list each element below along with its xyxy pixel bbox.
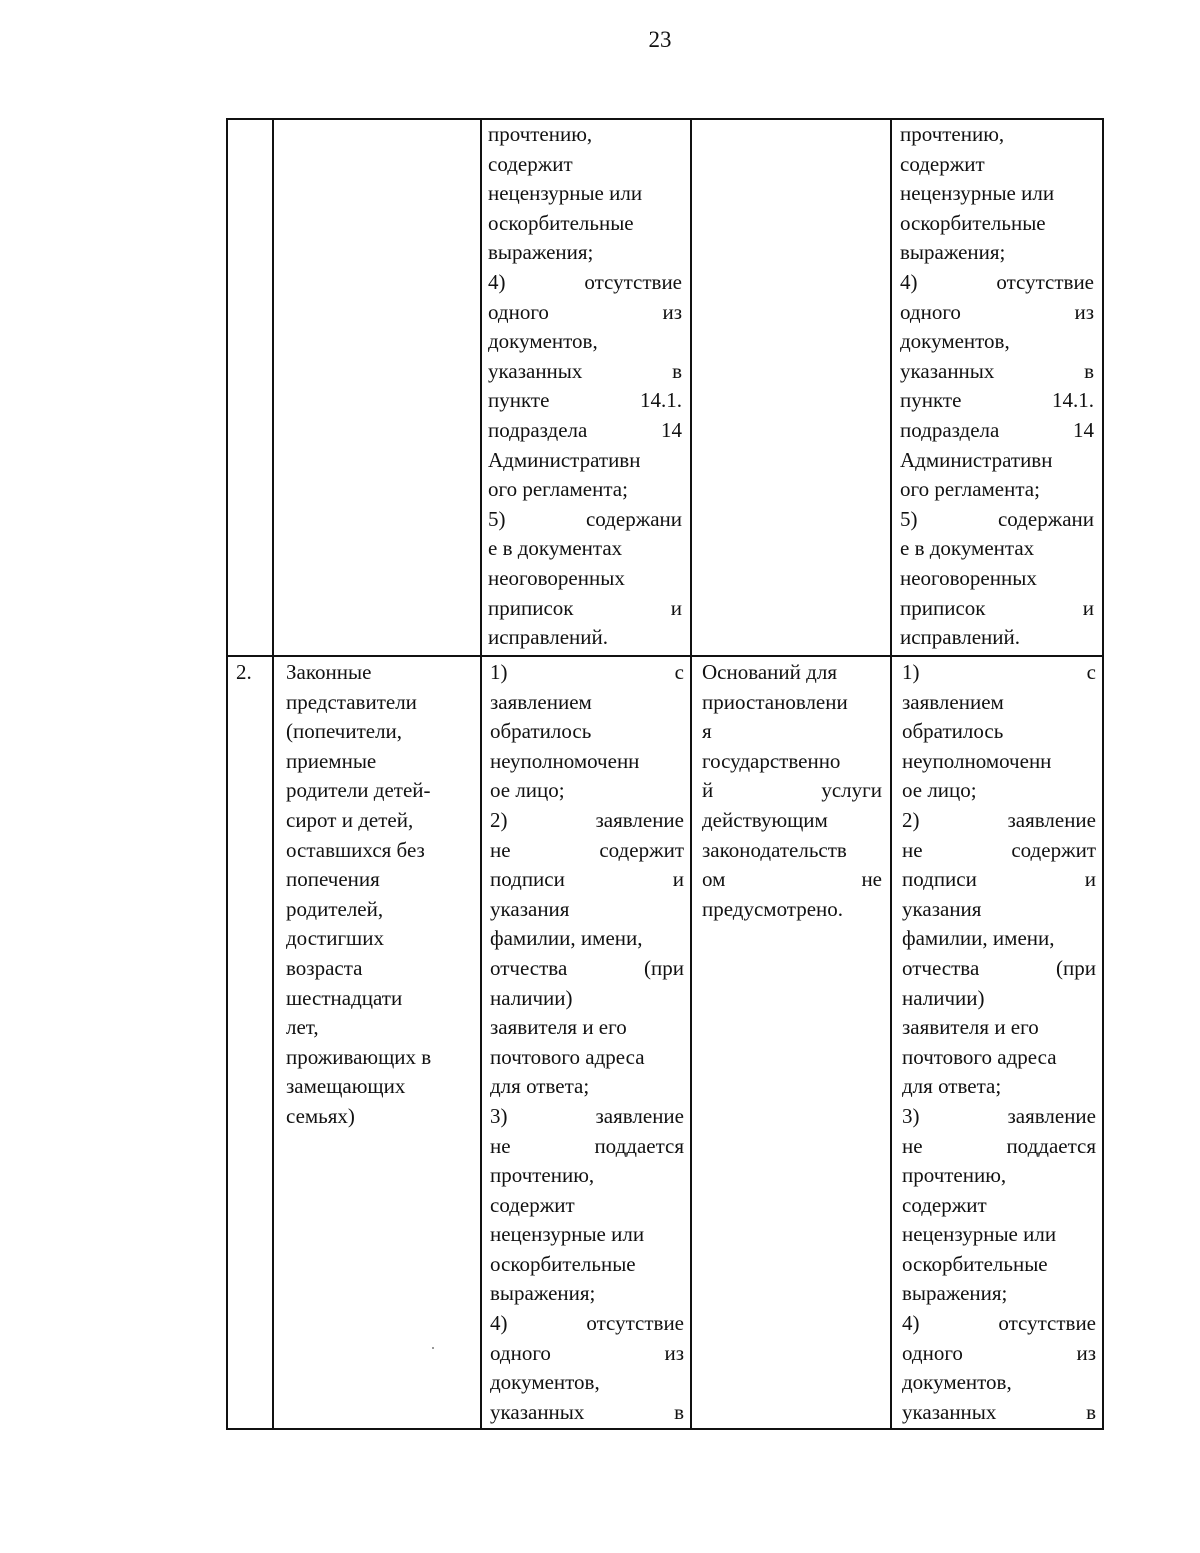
cell-text-line: ого регламента; [900,477,1040,502]
cell-text-line: прочтению, [490,1163,595,1188]
cell-text-line: е в документах [488,536,623,561]
cell-text-line: заявителя и его [902,1015,1039,1040]
cell-text-line: почтового адреса [902,1044,1057,1069]
row2-refusal-grounds-col5 [902,658,1096,1427]
column-divider [480,118,482,1430]
cell-text-line: 1) с [902,660,1096,684]
cell-text-line: Административн [900,447,1053,472]
page-number: 23 [648,27,672,52]
cell-text-line: ого регламента; [488,477,628,502]
cell-text-line: (попечители, [286,719,403,744]
cell-text-line: предусмотрено. [702,896,844,921]
cell-text-line: нецензурные или [902,1222,1057,1247]
continuation-row-col5 [900,120,1094,653]
cell-text-line: обратилось [490,719,592,744]
cell-text-line: лет, [286,1015,319,1040]
cell-text-line: е в документах [900,536,1035,561]
cell-text-line: шестнадцати [286,985,403,1010]
cell-text-line: Законные [286,660,372,684]
cell-text-line: содержит [902,1192,987,1217]
cell-text-line: фамилии, имени, [490,926,643,951]
cell-text-line: не содержит [490,837,684,862]
cell-text-line: выражения; [488,240,594,265]
cell-text-line: отчества (при [902,955,1096,980]
row2-refusal-grounds-col3 [490,658,684,1427]
cell-text-line: не поддается [490,1133,684,1158]
cell-text-line: замещающих [286,1074,406,1099]
cell-text-line: указанных в [900,358,1094,383]
cell-text-line: представители [286,689,417,714]
cell-text-line: ом не [702,867,882,892]
cell-text-line: фамилии, имени, [902,926,1055,951]
cell-text-line: ое лицо; [490,778,565,803]
cell-text-line: 5) содержани [488,506,682,531]
cell-text-line: приписок и [488,595,682,620]
cell-text-line: 2) заявление [902,807,1096,832]
cell-text-line: 2) заявление [490,807,684,832]
cell-text-line: я [702,719,712,744]
cell-text-line: наличии) [902,985,985,1010]
cell-text-line: приписок и [900,595,1094,620]
cell-text-line: документов, [900,329,1010,354]
cell-text-line: пункте 14.1. [900,388,1094,413]
cell-text-line: указания [490,896,570,921]
column-divider [890,118,892,1430]
cell-text-line: нецензурные или [900,181,1055,206]
cell-text-line: для ответа; [902,1074,1002,1099]
cell-text-line: семьях) [286,1103,355,1128]
cell-text-line: указания [902,896,982,921]
cell-text-line: одного из [900,299,1094,324]
cell-text-line: неуполномоченн [902,748,1052,773]
cell-text-line: Административн [488,447,641,472]
cell-text-line: заявлением [490,689,592,714]
cell-text-line: нецензурные или [490,1222,645,1247]
column-divider [272,118,274,1430]
cell-text-line: приемные [286,748,377,773]
cell-text-line: прочтению, [900,122,1005,146]
cell-text-line: для ответа; [490,1074,590,1099]
row2-applicant-category [286,658,472,1132]
cell-text-line: оставшихся без [286,837,425,862]
cell-text-line: достигших [286,926,384,951]
cell-text-line: 5) содержани [900,506,1094,531]
cell-text-line: отчества (при [490,955,684,980]
cell-text-line: указанных в [902,1399,1096,1424]
cell-text-line: попечения [286,867,380,892]
cell-text-line: неоговоренных [488,565,625,590]
cell-text-line: проживающих в [286,1044,432,1069]
cell-text-line: одного из [490,1340,684,1365]
cell-text-line: 4) отсутствие [490,1311,684,1336]
cell-text-line: 1) с [490,660,684,684]
cell-text-line: действующим [702,807,828,832]
row-number: 2. [236,660,252,684]
cell-text-line: приостановлени [702,689,848,714]
cell-text-line: выражения; [490,1281,596,1306]
cell-text-line: содержит [488,151,573,176]
cell-text-line: наличии) [490,985,573,1010]
cell-text-line: ое лицо; [902,778,977,803]
cell-text-line: одного из [902,1340,1096,1365]
cell-text-line: 3) заявление [902,1103,1096,1128]
cell-text-line: Оснований для [702,660,837,684]
cell-text-line: государственно [702,748,841,773]
cell-text-line: 4) отсутствие [900,269,1094,294]
cell-text-line: законодательств [702,837,847,862]
cell-text-line: неоговоренных [900,565,1037,590]
cell-text-line: пункте 14.1. [488,388,682,413]
cell-text-line: сирот и детей, [286,807,414,832]
cell-text-line: документов, [488,329,598,354]
cell-text-line: родителей, [286,896,384,921]
cell-text-line: возраста [286,955,363,980]
cell-text-line: исправлений. [900,625,1021,650]
continuation-row-col3 [488,120,682,653]
cell-text-line: 4) отсутствие [488,269,682,294]
column-divider [690,118,692,1430]
cell-text-line: 4) отсутствие [902,1311,1096,1336]
cell-text-line: подраздела 14 [488,417,682,442]
cell-text-line: заявителя и его [490,1015,627,1040]
cell-text-line: подписи и [490,867,684,892]
cell-text-line: почтового адреса [490,1044,645,1069]
row-divider [226,655,1104,657]
cell-text-line: прочтению, [488,122,593,146]
cell-text-line: указанных в [490,1399,684,1424]
cell-text-line: подписи и [902,867,1096,892]
cell-text-line: родители детей- [286,778,431,803]
cell-text-line: оскорбительные [490,1251,636,1276]
cell-text-line: одного из [488,299,682,324]
cell-text-line: оскорбительные [902,1251,1048,1276]
cell-text-line: указанных в [488,358,682,383]
cell-text-line: содержит [900,151,985,176]
cell-text-line: заявлением [902,689,1004,714]
scan-speck [432,1347,434,1349]
cell-text-line: выражения; [900,240,1006,265]
cell-text-line: содержит [490,1192,575,1217]
cell-text-line: прочтению, [902,1163,1007,1188]
cell-text-line: выражения; [902,1281,1008,1306]
cell-text-line: 3) заявление [490,1103,684,1128]
cell-text-line: не поддается [902,1133,1096,1158]
cell-text-line: й услуги [702,778,882,803]
cell-text-line: подраздела 14 [900,417,1094,442]
cell-text-line: не содержит [902,837,1096,862]
cell-text-line: нецензурные или [488,181,643,206]
cell-text-line: документов, [902,1370,1012,1395]
cell-text-line: неуполномоченн [490,748,640,773]
cell-text-line: исправлений. [488,625,609,650]
cell-text-line: обратилось [902,719,1004,744]
cell-text-line: документов, [490,1370,600,1395]
row2-suspension-grounds [702,658,882,924]
cell-text-line: оскорбительные [488,210,634,235]
cell-text-line: оскорбительные [900,210,1046,235]
